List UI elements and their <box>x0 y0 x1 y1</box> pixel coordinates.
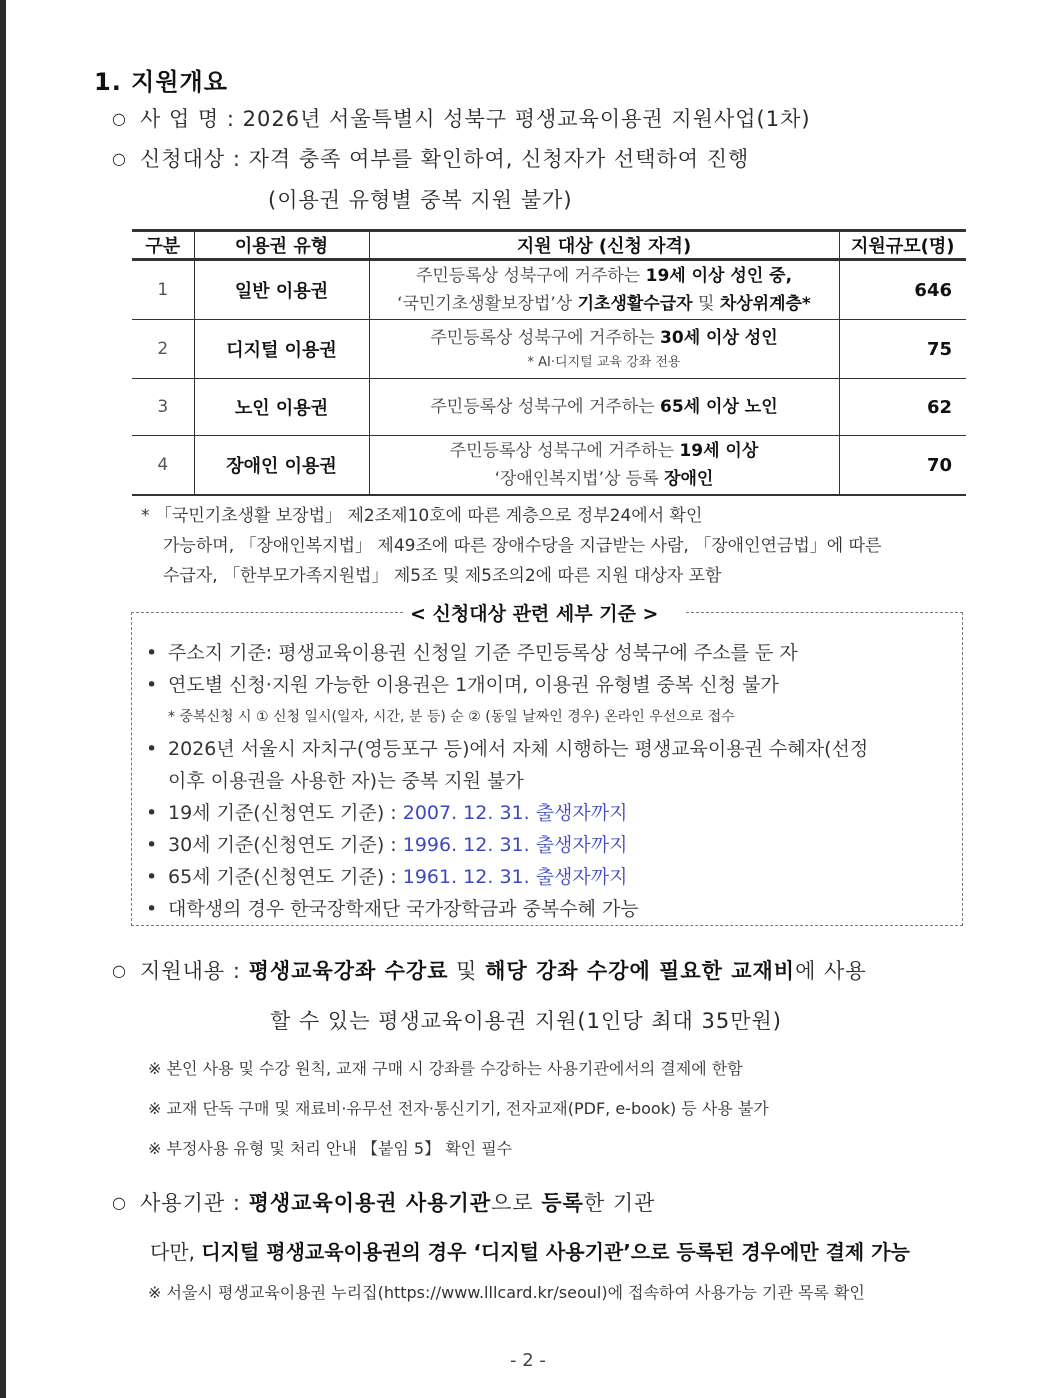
institutions-note: ※ 서울시 평생교육이용권 누리집(https://www.lllcard.kr/seoul)에 접속하여 사용가능 기관 목록 확인 <box>148 1283 865 1302</box>
row-index: 3 <box>132 379 194 436</box>
support-content-line <box>112 955 867 985</box>
age-label: 65세 기준(신청연도 기준) : <box>168 866 403 888</box>
row-eligibility <box>369 260 839 320</box>
criteria-title: < 신청대상 관련 세부 기준 > <box>410 603 659 625</box>
business-name-value: 2026년 서울특별시 성북구 평생교육이용권 지원사업(1차) <box>242 107 811 131</box>
row-type: 디지털 이용권 <box>194 320 369 379</box>
criteria-age-item <box>146 862 627 889</box>
header-eligibility: 지원 대상 (신청 자격) <box>369 231 839 260</box>
criteria-item-text: 2026년 서울시 자치구(영등포구 등)에서 자체 시행하는 평생교육이용권 수혜자(선정 <box>168 738 869 760</box>
footnote-line: 수급자, 「한부모가족지원법」 제5조 및 제5조의2에 따른 지원 대상자 포함 <box>163 566 722 586</box>
row-index: 4 <box>132 436 194 496</box>
institutions-bold: 평생교육이용권 사용기관 <box>248 1191 492 1215</box>
bullet-dot-icon: • <box>146 642 158 664</box>
criteria-item <box>146 734 868 761</box>
page-number: - 2 - <box>510 1350 546 1371</box>
institutions-line <box>112 1187 655 1217</box>
bullet-dot-icon: • <box>146 738 158 760</box>
header-category: 구분 <box>132 231 194 260</box>
institutions-bold: 등록 <box>541 1191 584 1215</box>
eligibility-bold: 기초생활수급자 <box>577 294 693 314</box>
criteria-item-text: 대학생의 경우 한국장학재단 국가장학금과 중복수혜 가능 <box>168 898 639 920</box>
row-index: 2 <box>132 320 194 379</box>
criteria-item-text: 주소지 기준: 평생교육이용권 신청일 기준 주민등록상 성북구에 주소를 둔 자 <box>168 642 798 664</box>
eligibility-text: 주민등록상 성북구에 거주하는 <box>430 328 661 348</box>
circle-bullet-icon: ○ <box>112 961 127 980</box>
row-type: 일반 이용권 <box>194 260 369 320</box>
support-content-label: 지원내용 : <box>140 959 241 983</box>
eligibility-text: 및 <box>692 294 720 314</box>
age-label: 30세 기준(신청연도 기준) : <box>168 834 403 856</box>
institutions-text: 다만, <box>150 1240 202 1264</box>
criteria-sub-note: * 중복신청 시 ① 신청 일시(일자, 시간, 분 등) 순 ② (동일 날짜인 경우) 온라인 우선으로 접수 <box>168 709 735 725</box>
eligibility-bold: 19세 이상 성인 중, <box>645 266 793 286</box>
age-value: 1961. 12. 31. 출생자까지 <box>402 866 628 888</box>
row-eligibility <box>369 436 839 496</box>
target-note: (이용권 유형별 중복 지원 불가) <box>268 188 573 212</box>
eligibility-bold: 차상위계층* <box>719 294 811 314</box>
row-eligibility <box>369 320 839 379</box>
eligibility-text: 주민등록상 성북구에 거주하는 <box>415 266 646 286</box>
age-value: 2007. 12. 31. 출생자까지 <box>402 802 628 824</box>
row-count: 62 <box>839 379 966 436</box>
footnote-line: * 「국민기초생활 보장법」 제2조제10호에 따른 계층으로 정부24에서 확인 <box>141 506 703 526</box>
support-content-line2: 할 수 있는 평생교육이용권 지원(1인당 최대 35만원) <box>270 1009 782 1033</box>
header-capacity: 지원규모(명) <box>839 231 966 260</box>
bullet-dot-icon: • <box>146 674 158 696</box>
criteria-item-text: 연도별 신청·지원 가능한 이용권은 1개이며, 이용권 유형별 중복 신청 불가 <box>168 674 779 696</box>
business-name-line <box>112 103 811 133</box>
header-voucher-type: 이용권 유형 <box>194 231 369 260</box>
table-row <box>132 379 966 436</box>
criteria-item <box>146 894 639 921</box>
row-count: 75 <box>839 320 966 379</box>
row-eligibility <box>369 379 839 436</box>
criteria-item <box>146 670 779 697</box>
support-content-text: 에 사용 <box>795 959 867 983</box>
institutions-bold: 디지털 평생교육이용권의 경우 ‘디지털 사용기관’으로 등록된 경우에만 결제 가능 <box>201 1240 910 1264</box>
row-type: 노인 이용권 <box>194 379 369 436</box>
voucher-type-table <box>132 229 966 496</box>
target-line <box>112 143 749 173</box>
table-header-row <box>132 231 966 260</box>
table-row <box>132 436 966 496</box>
support-content-bold: 해당 강좌 수강에 필요한 교재비 <box>485 959 796 983</box>
eligibility-small-note: * AI·디지털 교육 강좌 전용 <box>527 355 681 370</box>
institutions-text: 한 기관 <box>583 1191 656 1215</box>
eligibility-bold: 장애인 <box>664 469 714 489</box>
table-footnote <box>141 501 971 591</box>
section-title: 1. 지원개요 <box>94 68 228 96</box>
row-count: 70 <box>839 436 966 496</box>
row-type: 장애인 이용권 <box>194 436 369 496</box>
support-content-text: 및 <box>448 959 486 983</box>
bullet-dot-icon: • <box>146 866 158 888</box>
circle-bullet-icon: ○ <box>112 109 127 128</box>
eligibility-bold: 65세 이상 노인 <box>660 397 778 417</box>
eligibility-bold: 19세 이상 <box>679 441 759 461</box>
circle-bullet-icon: ○ <box>112 1193 127 1212</box>
support-content-bold: 평생교육강좌 수강료 <box>248 959 449 983</box>
business-name-label: 사 업 명 : <box>140 107 235 131</box>
eligibility-text: ‘장애인복지법’상 등록 <box>494 469 665 489</box>
institutions-label: 사용기관 : <box>140 1191 241 1215</box>
eligibility-text: ‘국민기초생활보장법’상 <box>397 294 578 314</box>
bullet-dot-icon: • <box>146 898 158 920</box>
criteria-age-item <box>146 830 627 857</box>
institutions-text: 으로 <box>491 1191 542 1215</box>
table-row <box>132 260 966 320</box>
bullet-dot-icon: • <box>146 834 158 856</box>
age-value: 1996. 12. 31. 출생자까지 <box>402 834 628 856</box>
criteria-item-continued: 이후 이용권을 사용한 자)는 중복 지원 불가 <box>168 770 524 792</box>
criteria-item <box>146 638 798 665</box>
target-label: 신청대상 : <box>140 147 241 171</box>
support-note: ※ 본인 사용 및 수강 원칙, 교재 구매 시 강좌를 수강하는 사용기관에서의 결제에 한함 <box>148 1059 743 1078</box>
support-note: ※ 교재 단독 구매 및 재료비·유무선 전자·통신기기, 전자교재(PDF, e-book) 등 사용 불가 <box>148 1099 769 1118</box>
criteria-age-item <box>146 798 627 825</box>
row-count: 646 <box>839 260 966 320</box>
eligibility-text: 주민등록상 성북구에 거주하는 <box>449 441 680 461</box>
bullet-dot-icon: • <box>146 802 158 824</box>
eligibility-text: 주민등록상 성북구에 거주하는 <box>430 397 661 417</box>
table-row <box>132 320 966 379</box>
viewer-left-edge <box>0 0 6 1398</box>
institutions-digital-line <box>150 1236 910 1265</box>
footnote-line: 가능하며, 「장애인복지법」 제49조에 따른 장애수당을 지급받는 사람, 「장애인연금법」에 따른 <box>163 536 882 556</box>
eligibility-bold: 30세 이상 성인 <box>660 328 778 348</box>
target-value: 자격 충족 여부를 확인하여, 신청자가 선택하여 진행 <box>248 147 750 171</box>
circle-bullet-icon: ○ <box>112 149 127 168</box>
row-index: 1 <box>132 260 194 320</box>
age-label: 19세 기준(신청연도 기준) : <box>168 802 403 824</box>
support-note: ※ 부정사용 유형 및 처리 안내 【붙임 5】 확인 필수 <box>148 1139 513 1158</box>
